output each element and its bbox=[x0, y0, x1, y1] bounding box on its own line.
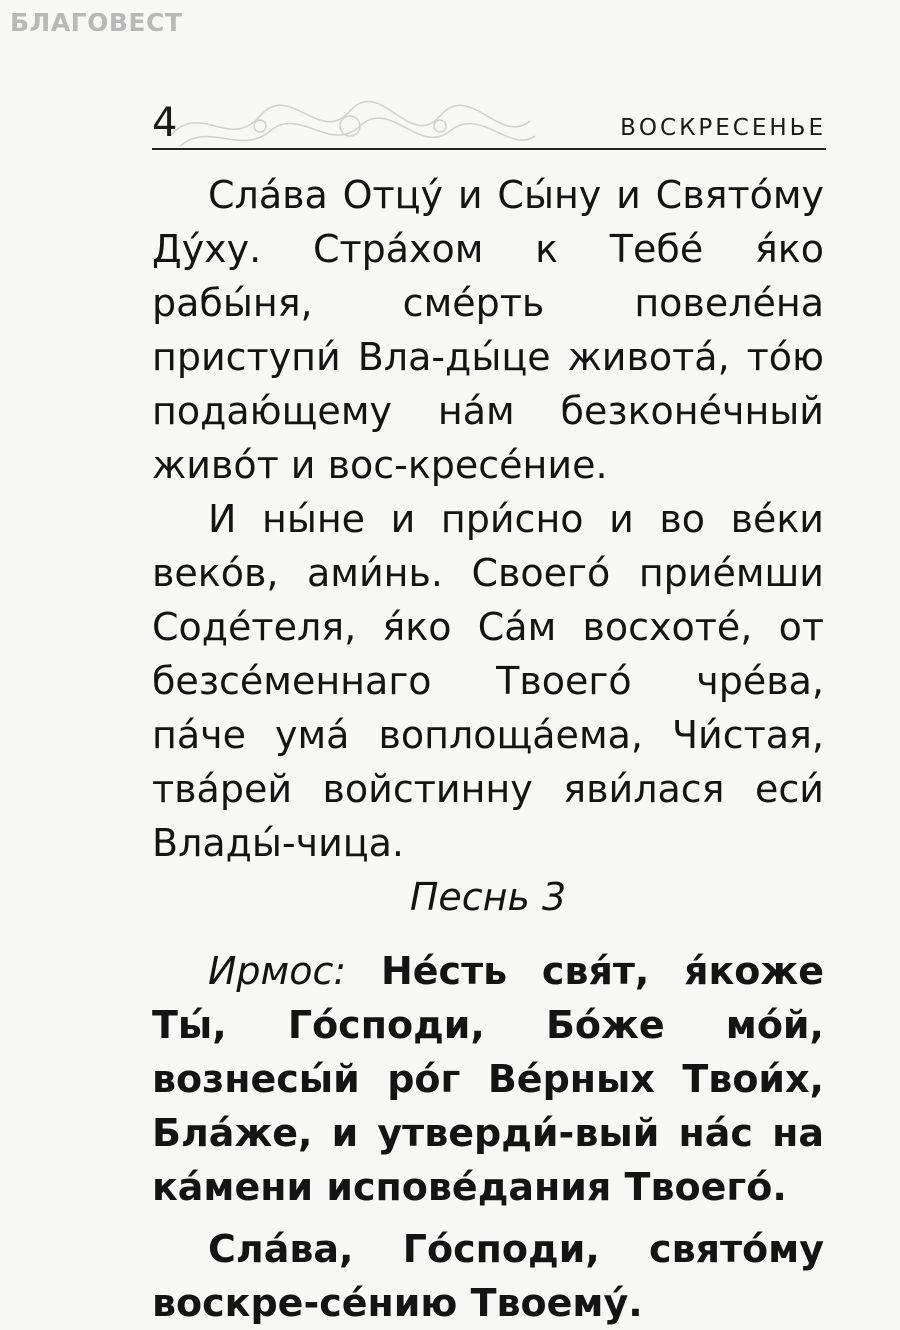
ode-heading: Песнь 3 bbox=[409, 875, 567, 919]
page-number: 4 bbox=[152, 100, 178, 146]
running-title: воскресенье bbox=[620, 104, 826, 143]
paragraph-theotokion: И ны́не и при́сно и во ве́ки веко́в, ами́нь. Своего́ прие́мши Соде́теля, я́ко Са́м восхоте́, от безсе́меннаго Твоего́ чре́ва, па́че ума́ воплоща́ема, Чи́стая, тва́рей войстинну яви́лася еси́ Влады́-чица. bbox=[152, 497, 824, 865]
watermark: БЛАГОВЕСТ bbox=[10, 8, 183, 37]
header-ornament bbox=[160, 96, 540, 156]
paragraph-gloria: Сла́ва Отцу́ и Сы́ну и Свято́му Ду́ху. Стра́хом к Тебе́ я́ко рабы́ня, сме́рть повеле́на приступи́ Вла-ды́це живота́, то́ю подаю́щему на́м безконе́чный живо́т и вос-кресе́ние. bbox=[152, 173, 824, 487]
header-rule bbox=[152, 148, 826, 150]
page-body bbox=[152, 168, 824, 1330]
irmos bbox=[152, 944, 824, 1214]
irmos-text: Не́сть свя́т, я́коже Ты́, Го́споди, Бо́же мо́й, вознесы́й ро́г Ве́рных Твои́х, Бла́же, и утверди́-вый на́с на ка́мени испове́дания Твоего́. bbox=[152, 949, 825, 1209]
irmos-label: Ирмос: bbox=[208, 949, 347, 993]
refrain: Сла́ва, Го́споди, свято́му воскре-се́нию Твоему́. bbox=[152, 1227, 824, 1325]
